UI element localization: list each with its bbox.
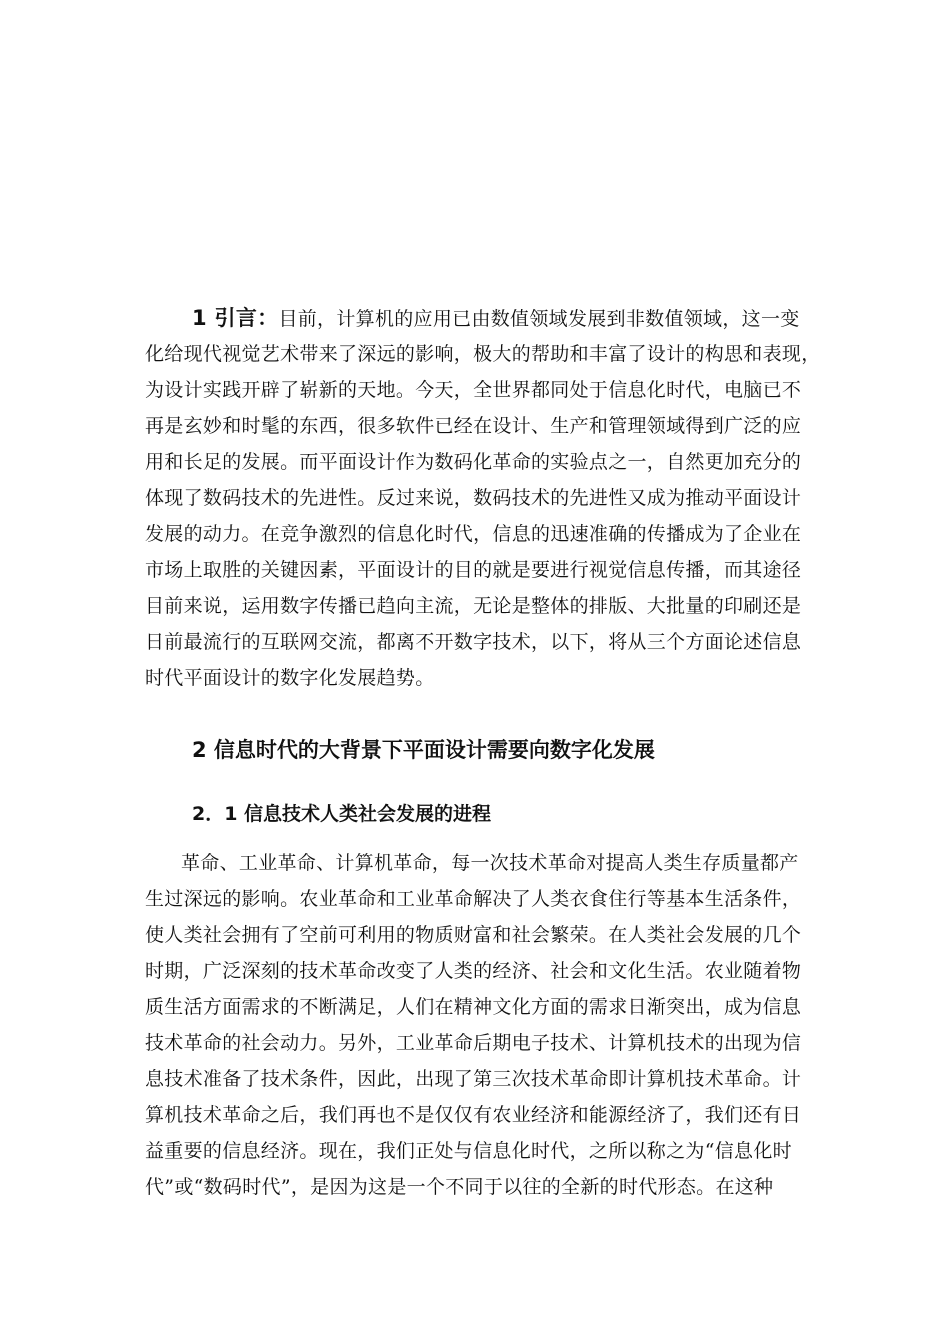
intro-line-11: 时代平面设计的数字化发展趋势。 <box>145 667 435 689</box>
body-line-8: 算机技术革命之后，我们再也不是仅仅有农业经济和能源经济了，我们还有日 <box>145 1104 802 1126</box>
body-line-5: 质生活方面需求的不断满足，人们在精神文化方面的需求日渐突出，成为信息 <box>145 996 802 1018</box>
intro-paragraph <box>145 300 821 696</box>
intro-label: 1 引言： <box>192 306 279 330</box>
intro-line-5: 用和长足的发展。而平面设计作为数码化革命的实验点之一，自然更加充分的 <box>145 451 802 473</box>
body-line-10: 代”或“数码时代”，是因为这是一个不同于以往的全新的时代形态。在这种 <box>145 1176 774 1198</box>
section-2-1-paragraph <box>145 845 815 1205</box>
intro-line-1-text: 目前，计算机的应用已由数值领域发展到非数值领域，这一变 <box>278 308 800 330</box>
body-line-7: 息技术准备了技术条件，因此，出现了第三次技术革命即计算机技术革命。计 <box>145 1068 802 1090</box>
intro-line-1 <box>145 300 815 336</box>
body-line-6: 技术革命的社会动力。另外，工业革命后期电子技术、计算机技术的出现为信 <box>145 1032 802 1054</box>
intro-line-8: 市场上取胜的关键因素，平面设计的目的就是要进行视觉信息传播，而其途径 <box>145 559 802 581</box>
intro-line-3: 为设计实践开辟了崭新的天地。今天，全世界都同处于信息化时代，电脑已不 <box>145 379 802 401</box>
intro-line-7: 发展的动力。在竞争激烈的信息化时代，信息的迅速准确的传播成为了企业在 <box>145 523 802 545</box>
section-2-heading: 2 信息时代的大背景下平面设计需要向数字化发展 <box>192 738 655 762</box>
intro-line-4: 再是玄妙和时髦的东西，很多软件已经在设计、生产和管理领域得到广泛的应 <box>145 415 802 437</box>
intro-line-2: 化给现代视觉艺术带来了深远的影响，极大的帮助和丰富了设计的构思和表现， <box>145 343 821 365</box>
body-line-2: 生过深远的影响。农业革命和工业革命解决了人类衣食住行等基本生活条件， <box>145 888 802 910</box>
section-2-1-heading: 2．1 信息技术人类社会发展的进程 <box>192 803 492 825</box>
intro-line-10: 日前最流行的互联网交流，都离不开数字技术，以下，将从三个方面论述信息 <box>145 631 802 653</box>
body-line-4: 时期，广泛深刻的技术革命改变了人类的经济、社会和文化生活。农业随着物 <box>145 960 802 982</box>
body-line-1: 革命、工业革命、计算机革命，每一次技术革命对提高人类生存质量都产 <box>181 852 799 874</box>
body-line-9: 益重要的信息经济。现在，我们正处与信息化时代，之所以称之为“信息化时 <box>145 1140 792 1162</box>
intro-line-6: 体现了数码技术的先进性。反过来说，数码技术的先进性又成为推动平面设计 <box>145 487 802 509</box>
intro-line-9: 目前来说，运用数字传播已趋向主流，无论是整体的排版、大批量的印刷还是 <box>145 595 802 617</box>
body-line-3: 使人类社会拥有了空前可利用的物质财富和社会繁荣。在人类社会发展的几个 <box>145 924 802 946</box>
